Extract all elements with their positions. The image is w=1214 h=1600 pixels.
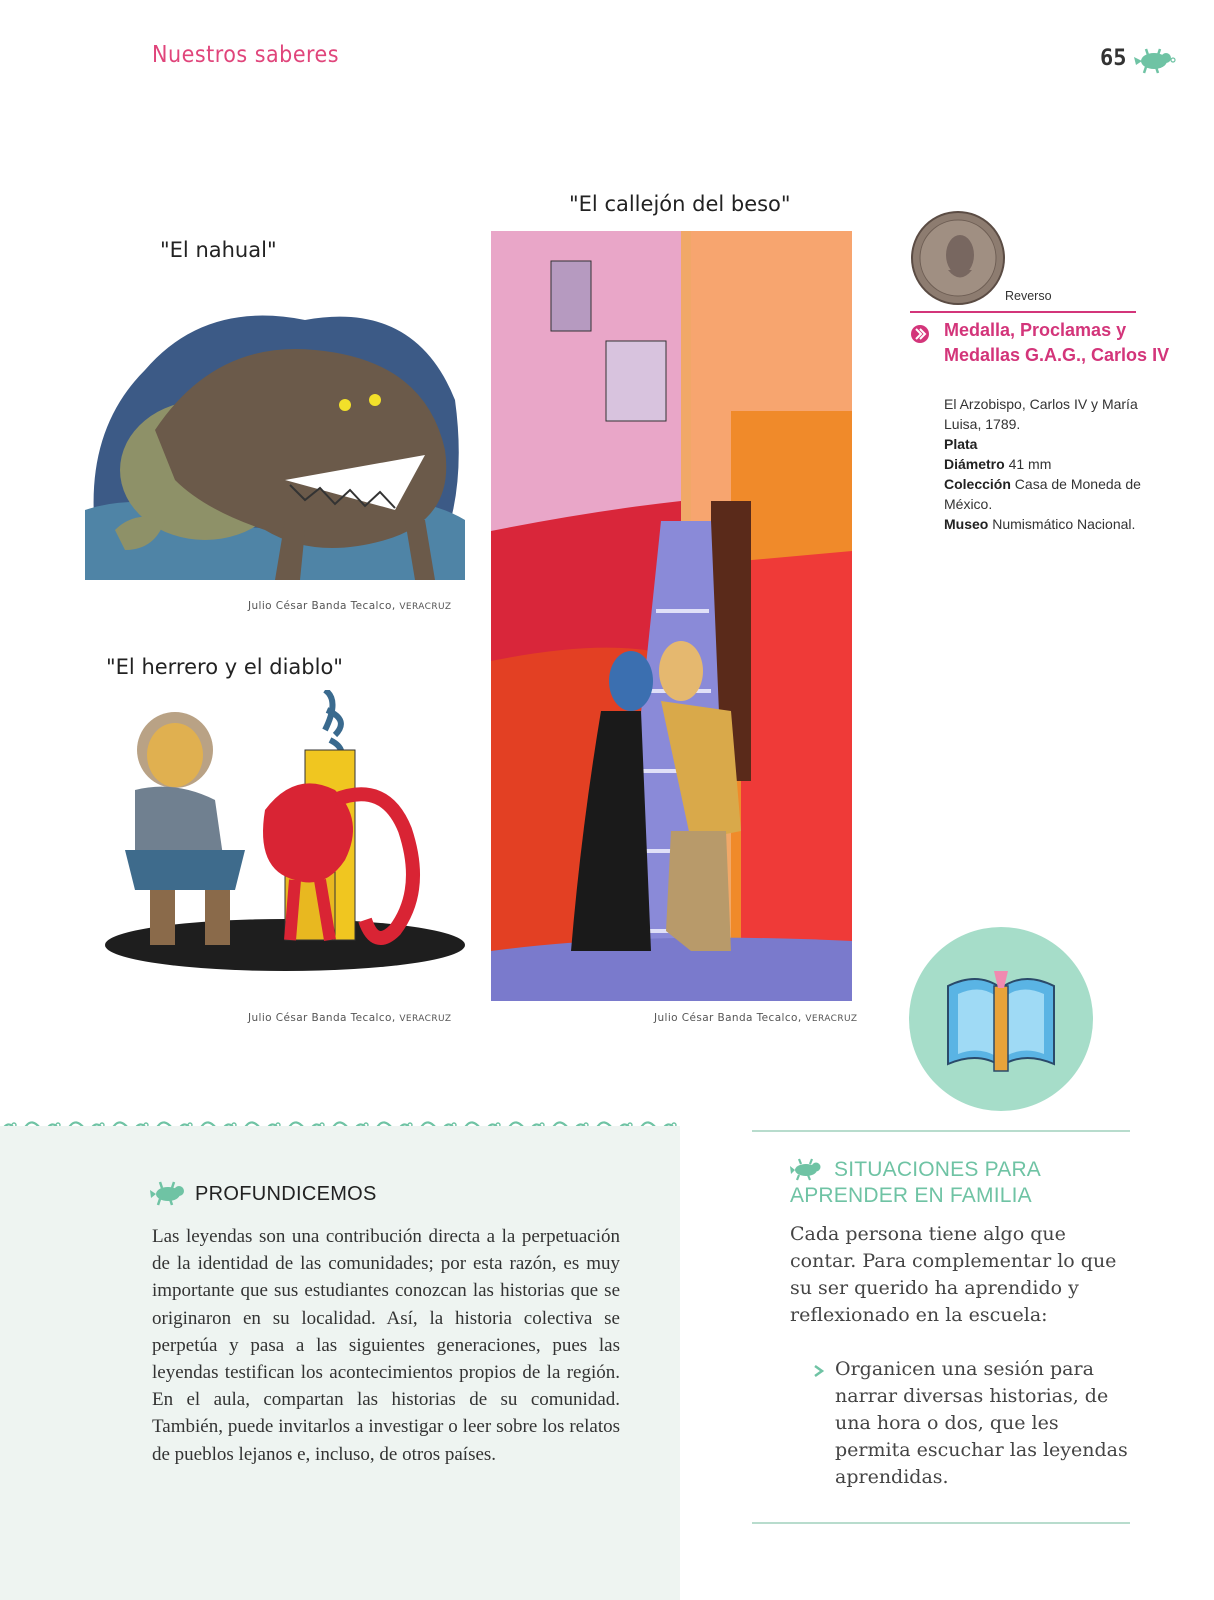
nahual-illustration <box>85 280 465 595</box>
arrow-bullet-icon <box>910 324 930 344</box>
medal-museum-label: Museo <box>944 516 989 532</box>
medal-title: Medalla, Proclamas y Medallas G.A.G., Carlos IV <box>944 320 1170 365</box>
callejon-caption: "El callejón del beso" <box>569 192 791 216</box>
medal-image <box>910 210 1006 306</box>
familia-intro: Cada persona tiene algo que contar. Para complementar lo que su ser querido ha aprendido y reflexionado en la escuela: <box>790 1223 1117 1326</box>
medal-collection-label: Colección <box>944 476 1011 492</box>
medal-diameter-value: 41 mm <box>1008 456 1052 472</box>
medal-info <box>944 394 1164 534</box>
medal-diameter-label: Diámetro <box>944 456 1005 472</box>
profundicemos-title: PROFUNDICEMOS <box>195 1183 377 1205</box>
section-title: Nuestros saberes <box>152 42 340 68</box>
chevron-right-icon <box>812 1364 826 1378</box>
callejon-illustration <box>491 231 852 1001</box>
herrero-illustration <box>95 690 465 980</box>
medal-material: Plata <box>944 436 978 452</box>
axolotl-icon <box>1134 45 1176 75</box>
medal-description: El Arzobispo, Carlos IV y María Luisa, 1789. <box>944 396 1138 432</box>
medal-divider <box>910 311 1136 313</box>
familia-item: Organicen una sesión para narrar diversas historias, de una hora o dos, que les permita escuchar las leyendas aprendidas. <box>835 1358 1128 1488</box>
herrero-credit: Julio César Banda Tecalco, VERACRUZ <box>248 1012 452 1024</box>
nahual-credit: Julio César Banda Tecalco, VERACRUZ <box>248 600 452 612</box>
familia-bottom-rule <box>752 1522 1130 1524</box>
herrero-caption: "El herrero y el diablo" <box>106 655 343 679</box>
familia-title: SITUACIONES PARA APRENDER EN FAMILIA <box>790 1158 1040 1207</box>
familia-top-rule <box>752 1130 1130 1132</box>
medal-collection-value: Casa de Moneda de México. <box>944 476 1141 512</box>
profundicemos-text: Las leyendas son una contribución directa a la perpetuación de la identidad de las comunidades; por esta razón, es muy importante que sus estudiantes conozcan las historias que se originaron en su localidad. Así, la historia colectiva se perpetúa y pasa a las siguientes generaciones, pues las leyendas testifican los acontecimientos propios de la región. En el aula, compartan las historias de su comunidad. También, puede invitarlos a investigar o leer sobre los relatos de pueblos lejanos e, incluso, de otros países. <box>152 1226 620 1465</box>
nahual-caption: "El nahual" <box>160 238 277 262</box>
medal-museum-value: Numismático Nacional. <box>992 516 1136 532</box>
book-icon <box>908 926 1094 1112</box>
medal-side-label: Reverso <box>1005 289 1052 303</box>
callejon-credit: Julio César Banda Tecalco, VERACRUZ <box>654 1012 858 1024</box>
page-number: 65 <box>1100 46 1127 71</box>
axolotl-icon <box>150 1180 190 1206</box>
